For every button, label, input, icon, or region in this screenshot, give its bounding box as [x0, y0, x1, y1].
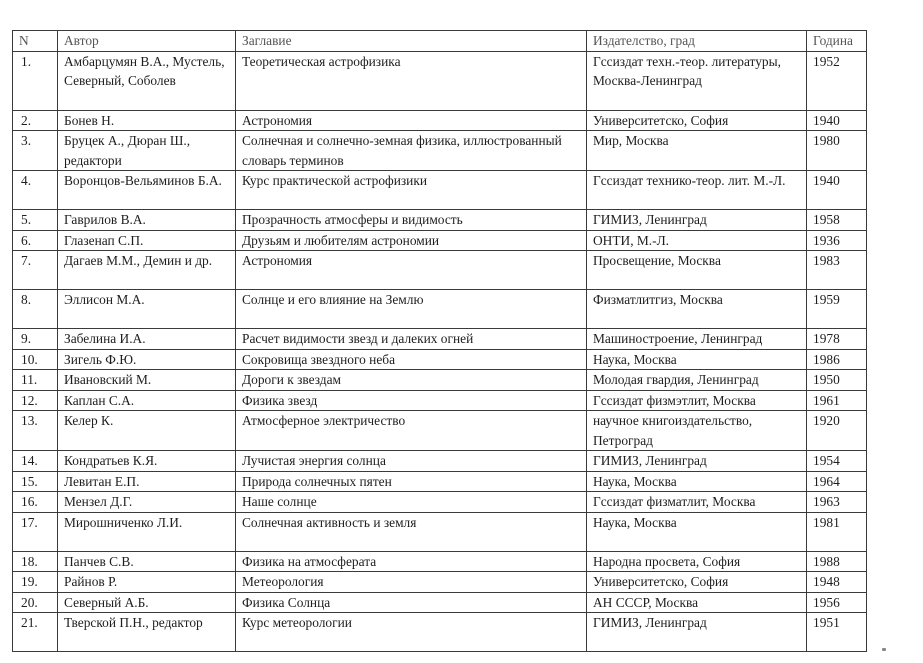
row-title: Расчет видимости звезд и далеких огней: [236, 329, 587, 350]
row-title: Солнце и его влияние на Землю: [236, 290, 587, 329]
table-row: [13, 131, 867, 171]
row-publisher: Молодая гвардия, Ленинград: [587, 370, 807, 391]
row-year: 1940: [807, 110, 867, 131]
row-year: 1954: [807, 451, 867, 472]
row-num: 17.: [13, 512, 58, 551]
table-row: [13, 290, 867, 329]
row-publisher: Народна просвета, София: [587, 551, 807, 572]
table-row: [13, 572, 867, 593]
row-publisher: ГИМИЗ, Ленинград: [587, 451, 807, 472]
row-author: Панчев С.В.: [58, 551, 236, 572]
row-year: 1936: [807, 230, 867, 251]
row-num: 5.: [13, 210, 58, 231]
row-publisher: Физматлитгиз, Москва: [587, 290, 807, 329]
row-num: 18.: [13, 551, 58, 572]
table-row: [13, 390, 867, 411]
row-author: Каплан С.А.: [58, 390, 236, 411]
row-title: Теоретическая астрофизика: [236, 51, 587, 110]
row-publisher: Наука, Москва: [587, 471, 807, 492]
row-publisher: АН СССР, Москва: [587, 592, 807, 613]
row-author: Кондратьев К.Я.: [58, 451, 236, 472]
row-num: 3.: [13, 131, 58, 171]
row-title: Прозрачность атмосферы и видимость: [236, 210, 587, 231]
row-publisher: научное книгоиздательство, Петроград: [587, 411, 807, 451]
row-year: 1950: [807, 370, 867, 391]
row-author: Бруцек А., Дюран Ш., редактори: [58, 131, 236, 171]
row-title: Курс метеорологии: [236, 613, 587, 652]
scan-speck: [882, 648, 886, 651]
row-title: Физика звезд: [236, 390, 587, 411]
row-author: Бонев Н.: [58, 110, 236, 131]
row-num: 2.: [13, 110, 58, 131]
row-publisher: Университетско, София: [587, 110, 807, 131]
header-publisher: Издателство, град: [587, 31, 807, 52]
row-author: Северный А.Б.: [58, 592, 236, 613]
table-row: [13, 210, 867, 231]
row-year: 1988: [807, 551, 867, 572]
row-title: Астрономия: [236, 110, 587, 131]
table-row: [13, 110, 867, 131]
row-author: Амбарцумян В.А., Мустель, Северный, Соболев: [58, 51, 236, 110]
row-num: 1.: [13, 51, 58, 110]
row-author: Райнов Р.: [58, 572, 236, 593]
row-author: Ивановский М.: [58, 370, 236, 391]
table-row: [13, 451, 867, 472]
header-title: Заглавие: [236, 31, 587, 52]
table-row: [13, 492, 867, 513]
row-year: 1980: [807, 131, 867, 171]
row-num: 6.: [13, 230, 58, 251]
row-author: Келер К.: [58, 411, 236, 451]
row-num: 12.: [13, 390, 58, 411]
row-title: Наше солнце: [236, 492, 587, 513]
row-title: Физика на атмосферата: [236, 551, 587, 572]
table-row: [13, 592, 867, 613]
row-year: 1956: [807, 592, 867, 613]
row-publisher: Мир, Москва: [587, 131, 807, 171]
table-row: [13, 349, 867, 370]
row-year: 1963: [807, 492, 867, 513]
row-publisher: Гссиздат техн.-теор. литературы, Москва-Ленинград: [587, 51, 807, 110]
row-year: 1983: [807, 251, 867, 290]
row-year: 1948: [807, 572, 867, 593]
table-row: [13, 230, 867, 251]
table-row: [13, 411, 867, 451]
row-num: 20.: [13, 592, 58, 613]
table-row: [13, 329, 867, 350]
row-author: Гаврилов В.А.: [58, 210, 236, 231]
row-num: 7.: [13, 251, 58, 290]
header-num: N: [13, 31, 58, 52]
row-publisher: ОНТИ, М.-Л.: [587, 230, 807, 251]
row-year: 1958: [807, 210, 867, 231]
row-num: 8.: [13, 290, 58, 329]
row-title: Астрономия: [236, 251, 587, 290]
table-row: [13, 370, 867, 391]
row-title: Природа солнечных пятен: [236, 471, 587, 492]
row-year: 1920: [807, 411, 867, 451]
row-title: Дороги к звездам: [236, 370, 587, 391]
table-row: [13, 251, 867, 290]
row-num: 11.: [13, 370, 58, 391]
row-num: 19.: [13, 572, 58, 593]
row-num: 16.: [13, 492, 58, 513]
row-author: Мирошниченко Л.И.: [58, 512, 236, 551]
row-year: 1940: [807, 171, 867, 210]
row-publisher: Просвещение, Москва: [587, 251, 807, 290]
row-author: Левитан Е.П.: [58, 471, 236, 492]
row-year: 1961: [807, 390, 867, 411]
row-title: Сокровища звездного неба: [236, 349, 587, 370]
row-publisher: ГИМИЗ, Ленинград: [587, 210, 807, 231]
table-row: [13, 471, 867, 492]
table-row: [13, 551, 867, 572]
row-publisher: Машиностроение, Ленинград: [587, 329, 807, 350]
row-num: 9.: [13, 329, 58, 350]
row-num: 13.: [13, 411, 58, 451]
row-publisher: Наука, Москва: [587, 512, 807, 551]
row-title: Друзьям и любителям астрономии: [236, 230, 587, 251]
table-body: [13, 51, 867, 652]
row-author: Забелина И.А.: [58, 329, 236, 350]
row-year: 1981: [807, 512, 867, 551]
row-title: Метеорология: [236, 572, 587, 593]
row-title: Лучистая энергия солнца: [236, 451, 587, 472]
row-year: 1964: [807, 471, 867, 492]
row-title: Физика Солнца: [236, 592, 587, 613]
row-title: Курс практической астрофизики: [236, 171, 587, 210]
bibliography-table: [12, 30, 867, 652]
row-publisher: ГИМИЗ, Ленинград: [587, 613, 807, 652]
row-publisher: Гссиздат физмэтлит, Москва: [587, 390, 807, 411]
row-year: 1986: [807, 349, 867, 370]
row-num: 4.: [13, 171, 58, 210]
row-author: Зигель Ф.Ю.: [58, 349, 236, 370]
row-publisher: Наука, Москва: [587, 349, 807, 370]
row-year: 1951: [807, 613, 867, 652]
bibliography-sheet: [12, 30, 866, 652]
row-author: Мензел Д.Г.: [58, 492, 236, 513]
row-year: 1952: [807, 51, 867, 110]
row-num: 21.: [13, 613, 58, 652]
row-publisher: Гссиздат технико-теор. лит. М.-Л.: [587, 171, 807, 210]
table-row: [13, 512, 867, 551]
row-year: 1978: [807, 329, 867, 350]
row-author: Воронцов-Вельяминов Б.А.: [58, 171, 236, 210]
row-author: Тверской П.Н., редактор: [58, 613, 236, 652]
row-num: 10.: [13, 349, 58, 370]
row-num: 14.: [13, 451, 58, 472]
row-author: Глазенап С.П.: [58, 230, 236, 251]
row-publisher: Гссиздат физматлит, Москва: [587, 492, 807, 513]
row-year: 1959: [807, 290, 867, 329]
row-title: Солнечная активность и земля: [236, 512, 587, 551]
row-author: Дагаев М.М., Демин и др.: [58, 251, 236, 290]
header-year: Година: [807, 31, 867, 52]
table-row: [13, 171, 867, 210]
row-title: Солнечная и солнечно-земная физика, иллюстрованный словарь терминов: [236, 131, 587, 171]
header-author: Автор: [58, 31, 236, 52]
row-title: Атмосферное электричество: [236, 411, 587, 451]
table-row: [13, 613, 867, 652]
table-header-row: [13, 31, 867, 52]
table-row: [13, 51, 867, 110]
row-author: Эллисон М.А.: [58, 290, 236, 329]
row-publisher: Университетско, София: [587, 572, 807, 593]
row-num: 15.: [13, 471, 58, 492]
